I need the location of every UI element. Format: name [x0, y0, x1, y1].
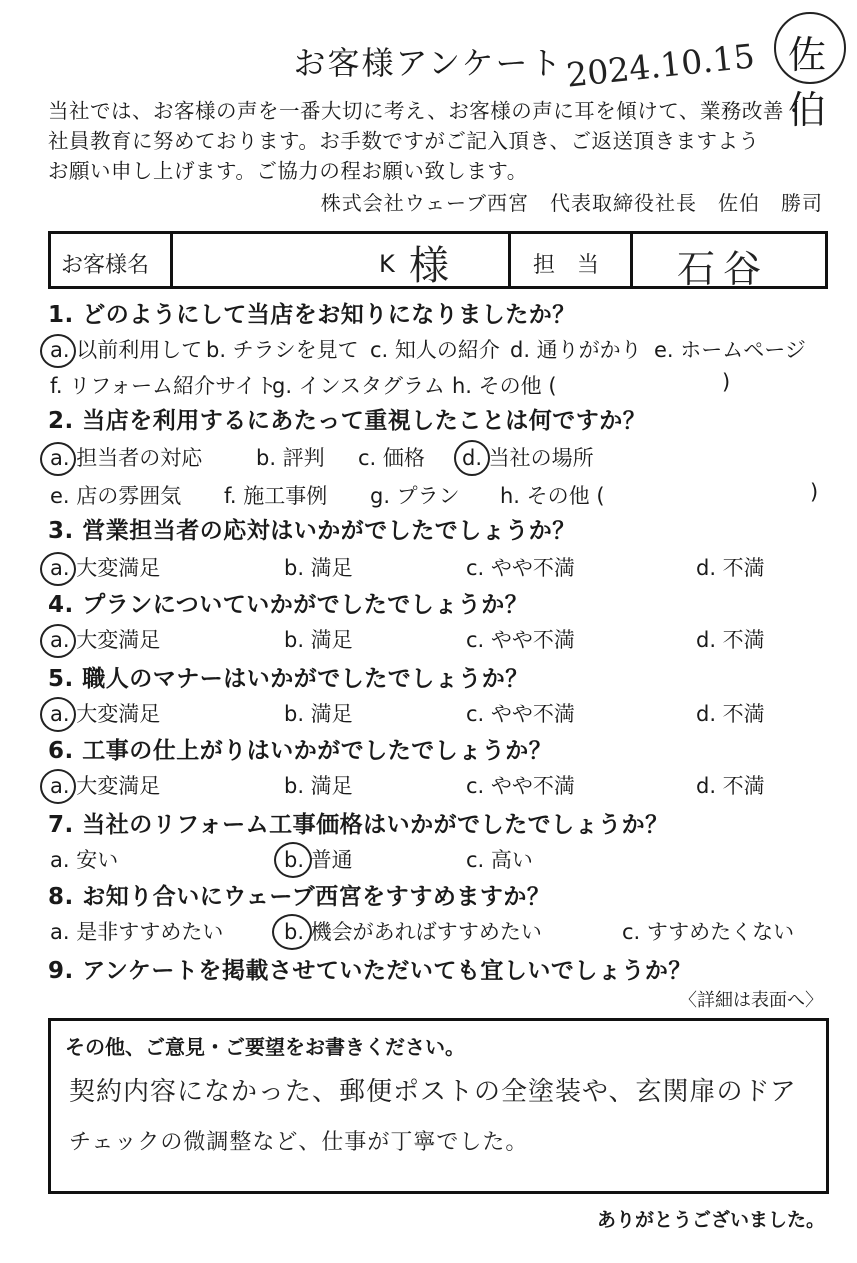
company-signature: 株式会社ウェーブ西宮 代表取締役社長 佐伯 勝司: [320, 191, 823, 215]
q2-option-e[interactable]: e. 店の雰囲気: [50, 484, 182, 508]
intro-line-2: 社員教育に努めております。お手数ですがご記入頂き、ご返送頂きますよう: [48, 129, 760, 153]
comment-box[interactable]: [48, 1018, 829, 1194]
staff-name-cell[interactable]: [633, 234, 825, 291]
comment-label: その他、ご意見・ご要望をお書きください。: [65, 1035, 465, 1059]
q7-option-c[interactable]: c. 高い: [466, 848, 533, 872]
q8-option-b[interactable]: b. 機会があればすすめたい: [284, 920, 542, 944]
q2-option-g[interactable]: g. プラン: [370, 484, 460, 508]
page-title: お客様アンケート: [293, 44, 564, 82]
q4-selection-circle: [40, 624, 76, 658]
q1-selection-circle: [40, 334, 76, 368]
staff-name: 石谷: [677, 247, 770, 291]
q2-option-f[interactable]: f. 施工事例: [224, 484, 328, 508]
q2-selection-circle-d: [454, 440, 490, 476]
q2-option-b[interactable]: b. 評判: [256, 446, 325, 470]
q3-option-c[interactable]: c. やや不満: [466, 556, 575, 580]
q1-option-e[interactable]: e. ホームページ: [654, 338, 806, 362]
q6-selection-circle: [40, 769, 76, 804]
q8-selection-circle: [272, 914, 312, 950]
question-3: 3. 営業担当者の応対はいかがでしたでしょうか？: [48, 518, 576, 544]
customer-suffix: 様: [409, 243, 449, 289]
customer-name-cell[interactable]: [173, 234, 511, 289]
customer-label-cell: [51, 234, 173, 286]
question-1: 1. どのようにして当店をお知りになりましたか？: [48, 302, 576, 328]
q1-option-a[interactable]: a. 以前利用して: [50, 338, 203, 362]
q6-option-a[interactable]: a. 大変満足: [50, 774, 161, 798]
q1-option-h[interactable]: h. その他 (: [452, 374, 557, 398]
q1-option-g[interactable]: g. インスタグラム: [272, 374, 445, 398]
q7-option-b[interactable]: b. 普通: [284, 848, 353, 872]
customer-label: お客様名: [61, 253, 150, 278]
q2-option-c[interactable]: c. 価格: [358, 446, 425, 470]
question-7: 7. 当社のリフォーム工事価格はいかがでしたでしょうか？: [48, 812, 669, 838]
seal-stamp: 佐伯: [774, 12, 846, 84]
q1-option-f[interactable]: f. リフォーム紹介サイト: [50, 374, 277, 398]
intro-line-1: 当社では、お客様の声を一番大切に考え、お客様の声に耳を傾けて、業務改善・: [48, 99, 805, 123]
q1-option-d[interactable]: d. 通りがかり: [510, 338, 642, 362]
q4-option-d[interactable]: d. 不満: [696, 628, 765, 652]
staff-label: 担 当: [533, 253, 600, 278]
q4-option-c[interactable]: c. やや不満: [466, 628, 575, 652]
question-8: 8. お知り合いにウェーブ西宮をすすめますか？: [48, 884, 551, 910]
q3-option-b[interactable]: b. 満足: [284, 556, 353, 580]
q1-option-b[interactable]: b. チラシを見て: [206, 338, 359, 362]
customer-initial: K: [379, 250, 395, 278]
comment-line-2: チェックの微調整など、仕事が丁寧でした。: [69, 1130, 529, 1155]
question-9: 9. アンケートを掲載させていただいても宜しいでしょうか？: [48, 958, 692, 984]
q4-option-b[interactable]: b. 満足: [284, 628, 353, 652]
q2-option-h-close: ): [810, 480, 819, 504]
q5-option-c[interactable]: c. やや不満: [466, 702, 575, 726]
thanks-message: ありがとうございました。: [596, 1209, 825, 1231]
question-5: 5. 職人のマナーはいかがでしたでしょうか？: [48, 666, 529, 692]
question-4: 4. プランについていかがでしたでしょうか？: [48, 592, 529, 618]
q6-option-d[interactable]: d. 不満: [696, 774, 765, 798]
q2-option-h[interactable]: h. その他 (: [500, 484, 605, 508]
q9-note: 〈詳細は表面へ〉: [679, 990, 823, 1011]
q6-option-b[interactable]: b. 満足: [284, 774, 353, 798]
q8-option-a[interactable]: a. 是非すすめたい: [50, 920, 224, 944]
q5-option-a[interactable]: a. 大変満足: [50, 702, 161, 726]
staff-label-cell: [511, 234, 633, 286]
q5-selection-circle: [40, 697, 76, 732]
question-6: 6. 工事の仕上がりはいかがでしたでしょうか？: [48, 738, 553, 764]
q3-selection-circle: [40, 552, 76, 586]
q5-option-d[interactable]: d. 不満: [696, 702, 765, 726]
q7-selection-circle: [274, 842, 312, 878]
q6-option-c[interactable]: c. やや不満: [466, 774, 575, 798]
q2-option-a[interactable]: a. 担当者の対応: [50, 446, 203, 470]
customer-info-table: [48, 231, 828, 289]
q2-option-d[interactable]: d. 当社の場所: [462, 446, 594, 470]
q2-selection-circle-a: [40, 442, 76, 476]
q1-option-h-close: ): [722, 370, 731, 394]
intro-line-3: お願い申し上げます。ご協力の程お願い致します。: [48, 159, 528, 183]
q7-option-a[interactable]: a. 安い: [50, 848, 119, 872]
question-2: 2. 当店を利用するにあたって重視したことは何ですか？: [48, 408, 647, 434]
q4-option-a[interactable]: a. 大変満足: [50, 628, 161, 652]
comment-line-1: 契約内容になかった、郵便ポストの全塗装や、玄関扉のドア: [69, 1077, 797, 1107]
q3-option-d[interactable]: d. 不満: [696, 556, 765, 580]
q5-option-b[interactable]: b. 満足: [284, 702, 353, 726]
q3-option-a[interactable]: a. 大変満足: [50, 556, 161, 580]
q1-option-c[interactable]: c. 知人の紹介: [370, 338, 500, 362]
handwritten-date: 2024.10.15: [564, 36, 757, 95]
q8-option-c[interactable]: c. すすめたくない: [622, 920, 795, 944]
